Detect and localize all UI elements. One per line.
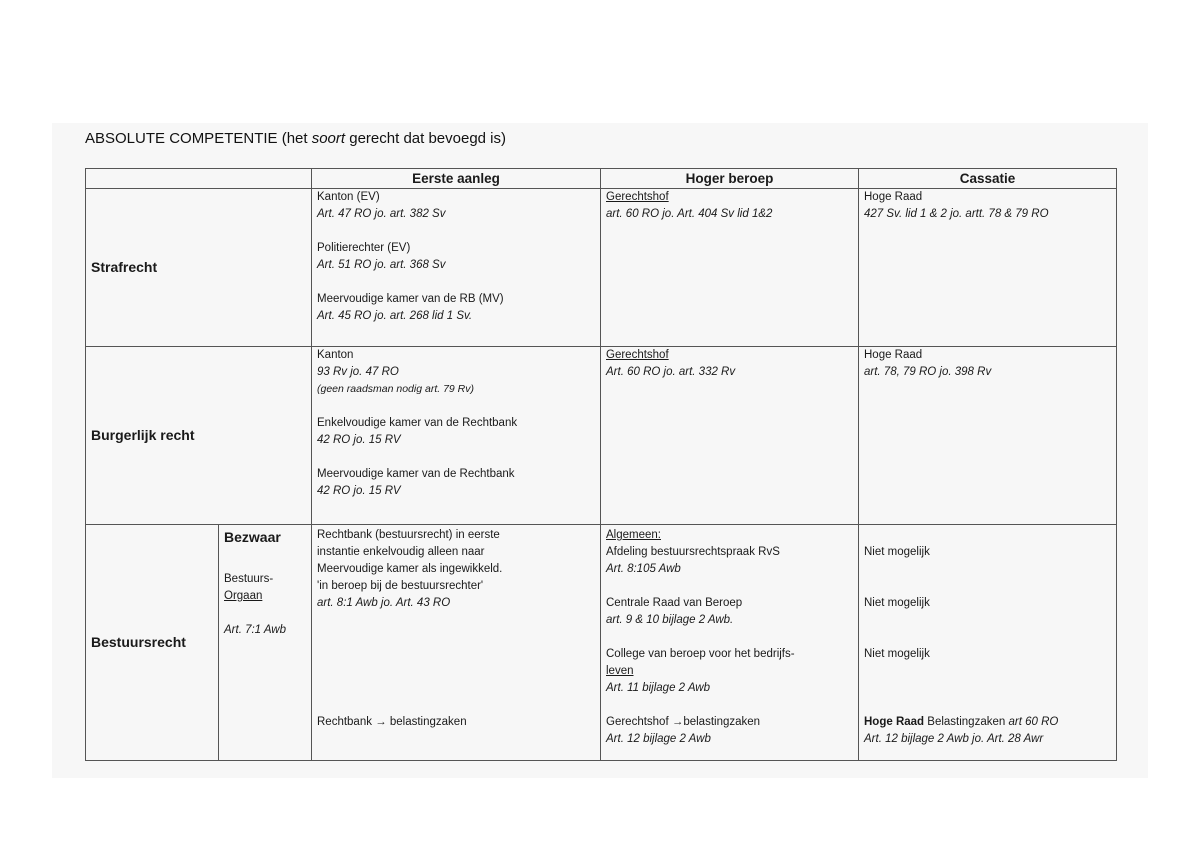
burger-first-l2: Enkelvoudige kamer van de Rechtbank bbox=[317, 417, 518, 429]
bestuur-cass-n3: Niet mogelijk bbox=[864, 648, 930, 660]
straf-first-l1a: Art. 47 RO jo. art. 382 Sv bbox=[317, 208, 446, 220]
bestuur-cass-hr-rest: Belastingzaken bbox=[924, 716, 1009, 728]
row-burgerlijk bbox=[86, 347, 1117, 525]
row-bestuursrecht bbox=[86, 525, 1117, 761]
bezwaar-l3: Art. 7:1 Awb bbox=[224, 624, 287, 636]
bestuur-first-l3: Meervoudige kamer als ingewikkeld. bbox=[317, 563, 503, 575]
bestuur-appeal-a3a: Art. 11 bijlage 2 Awb bbox=[606, 682, 710, 694]
bestuur-appeal-a1a: Art. 8:105 Awb bbox=[606, 563, 681, 575]
burger-first-l3: Meervoudige kamer van de Rechtbank bbox=[317, 468, 515, 480]
title-suffix: gerecht dat bevoegd is) bbox=[345, 130, 507, 147]
cell-burger-first bbox=[312, 347, 601, 525]
cell-straf-appeal bbox=[601, 189, 859, 347]
straf-first-l2: Politierechter (EV) bbox=[317, 242, 411, 254]
competence-table bbox=[85, 168, 1117, 761]
cell-burger-cassation bbox=[859, 347, 1117, 525]
bestuur-cass-hr-a: Art. 12 bijlage 2 Awb jo. Art. 28 Awr bbox=[864, 733, 1044, 745]
burger-first-l2a: 42 RO jo. 15 RV bbox=[317, 434, 401, 446]
bestuur-appeal-a1: Afdeling bestuursrechtspraak RvS bbox=[606, 546, 780, 558]
burger-first-l1a: 93 Rv jo. 47 RO bbox=[317, 366, 399, 378]
header-first-instance: Eerste aanleg bbox=[312, 169, 601, 189]
row-strafrecht bbox=[86, 189, 1117, 347]
burger-appeal-l1: Gerechtshof bbox=[606, 349, 669, 361]
straf-cass-l1: Hoge Raad bbox=[864, 191, 923, 203]
straf-cass-l1a: 427 Sv. lid 1 & 2 jo. artt. 78 & 79 RO bbox=[864, 208, 1049, 220]
bestuur-first-l2: instantie enkelvoudig alleen naar bbox=[317, 546, 485, 558]
burger-first-l1: Kanton bbox=[317, 349, 354, 361]
bestuur-cass-hr-art: art 60 RO bbox=[1008, 716, 1059, 728]
bezwaar-title: Bezwaar bbox=[224, 529, 281, 545]
bezwaar-l2: Orgaan bbox=[224, 590, 263, 602]
straf-first-l1: Kanton (EV) bbox=[317, 191, 380, 203]
bestuur-first-l4: 'in beroep bij de bestuursrechter' bbox=[317, 580, 484, 592]
burger-first-l3a: 42 RO jo. 15 RV bbox=[317, 485, 401, 497]
bestuur-first-l6: Rechtbank → belastingzaken bbox=[317, 716, 467, 728]
straf-first-l2a: Art. 51 RO jo. art. 368 Sv bbox=[317, 259, 446, 271]
cell-bestuur-first bbox=[312, 525, 601, 761]
bestuur-appeal-a2: Centrale Raad van Beroep bbox=[606, 597, 743, 609]
bestuur-appeal-a2a: art. 9 & 10 bijlage 2 Awb. bbox=[606, 614, 734, 626]
title-prefix: ABSOLUTE COMPETENTIE (het bbox=[85, 130, 312, 147]
burger-first-l1b: (geen raadsman nodig art. 79 Rv) bbox=[317, 383, 475, 395]
burger-cass-l1a: art. 78, 79 RO jo. 398 Rv bbox=[864, 366, 992, 378]
bestuur-first-l5: art. 8:1 Awb jo. Art. 43 RO bbox=[317, 597, 451, 609]
cell-burger-appeal bbox=[601, 347, 859, 525]
bestuur-appeal-a4a: Art. 12 bijlage 2 Awb bbox=[606, 733, 711, 745]
page-title bbox=[85, 130, 506, 147]
bestuur-cass-hr: Hoge Raad bbox=[864, 716, 925, 728]
header-row bbox=[86, 169, 1117, 189]
straf-appeal-l1: Gerechtshof bbox=[606, 191, 669, 203]
straf-first-l3a: Art. 45 RO jo. art. 268 lid 1 Sv. bbox=[317, 310, 473, 322]
bestuur-cass-n2: Niet mogelijk bbox=[864, 597, 930, 609]
cell-straf-cassation bbox=[859, 189, 1117, 347]
row-label-burgerlijk: Burgerlijk recht bbox=[86, 347, 312, 525]
burger-cass-l1: Hoge Raad bbox=[864, 349, 923, 361]
header-empty bbox=[86, 169, 312, 189]
row-label-strafrecht: Strafrecht bbox=[86, 189, 312, 347]
burger-appeal-l1a: Art. 60 RO jo. art. 332 Rv bbox=[606, 366, 736, 378]
cell-bestuur-cassation bbox=[859, 525, 1117, 761]
bestuur-appeal-head: Algemeen: bbox=[606, 529, 661, 541]
row-label-bestuursrecht: Bestuursrecht bbox=[86, 525, 219, 761]
header-cassation: Cassatie bbox=[859, 169, 1117, 189]
cell-bestuur-appeal bbox=[601, 525, 859, 761]
straf-first-l3: Meervoudige kamer van de RB (MV) bbox=[317, 293, 504, 305]
bestuur-appeal-a4: Gerechtshof →belastingzaken bbox=[606, 716, 761, 728]
bestuur-first-l1: Rechtbank (bestuursrecht) in eerste bbox=[317, 529, 500, 541]
header-appeal: Hoger beroep bbox=[601, 169, 859, 189]
bestuur-cass-n1: Niet mogelijk bbox=[864, 546, 930, 558]
cell-straf-first bbox=[312, 189, 601, 347]
bestuur-appeal-a3b: leven bbox=[606, 665, 634, 677]
title-emphasis: soort bbox=[311, 130, 346, 147]
bestuur-appeal-a3: College van beroep voor het bedrijfs- bbox=[606, 648, 795, 660]
bestuur-cass-hr-line bbox=[864, 714, 1111, 731]
cell-bezwaar bbox=[219, 525, 312, 761]
straf-appeal-l1a: art. 60 RO jo. Art. 404 Sv lid 1&2 bbox=[606, 208, 773, 220]
bezwaar-l1: Bestuurs- bbox=[224, 573, 274, 585]
